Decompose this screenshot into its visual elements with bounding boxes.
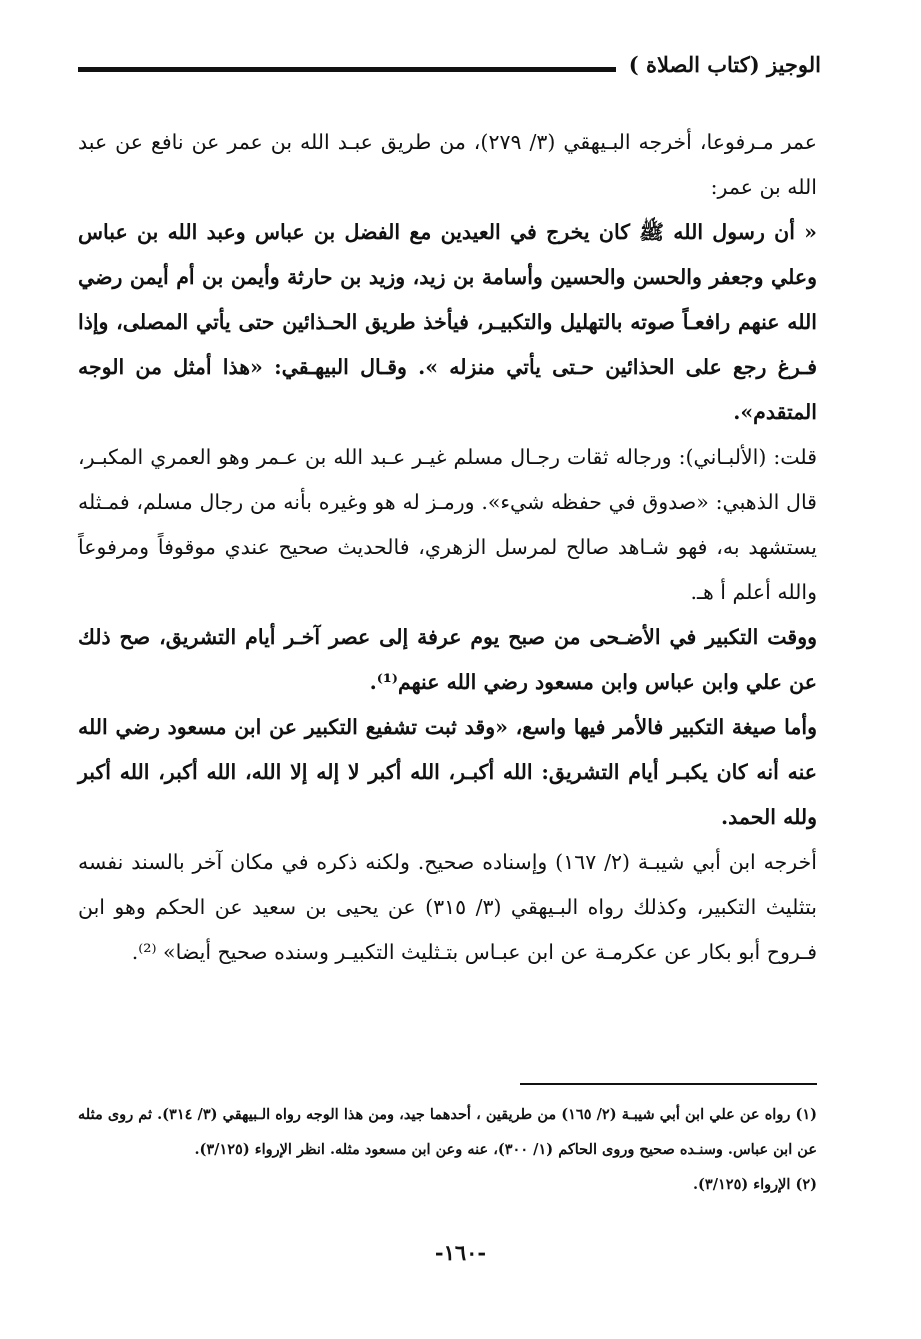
footnote: (٢) الإرواء (٣/١٢٥). <box>692 1176 817 1193</box>
header-rule <box>78 67 616 72</box>
main-text <box>78 120 817 975</box>
footnotes <box>78 1097 817 1202</box>
paragraph: وأما صيغة التكبير فالأمر فيها واسع، «وقد ثبت تشفيع التكبير عن ابن مسعود رضي الله عنه أنه كان يكبـر أيام التشريق: الله أكبـر، الله أكبر لا إله إلا الله، الله أكبر، الله أكبر ولله الحمد. <box>78 715 817 829</box>
paragraph: ووقت التكبير في الأضـحى من صبح يوم عرفة إلى عصر آخـر أيام التشريق، صح ذلك عن علي وابن عباس وابن مسعود رضي الله عنهم⁽¹⁾. <box>78 625 817 694</box>
running-title: الوجيز (كتاب الصلاة ) <box>628 52 821 77</box>
page-number: -١٦٠- <box>434 1240 487 1265</box>
paragraph: أخرجه ابن أبي شيبـة (٢/ ١٦٧) وإسناده صحيح. ولكنه ذكره في مكان آخر بالسند نفسه بتثليث التكبير، وكذلك رواه البـيهقي (٣/ ٣١٥) عن يحيى بن سعيد عن الحكم وهو ابن فـروح أبو بكار عن عكرمـة عن ابن عبـاس بتـثليث التكبيـر وسنده صحيح أيضا» ⁽²⁾. <box>78 850 817 964</box>
paragraph: « أن رسول الله ﷺ كان يخرج في العيدين مع الفضل بن عباس وعبد الله بن عباس وعلي وجعفر والحسن والحسين وأسامة بن زيد، وزيد بن حارثة وأيمن بن أم أيمن رضي الله عنهم رافعـاً صوته بالتهليل والتكبيـر، فيأخذ طريق الحـذائين حتى يأتي المصلى، وإذا فـرغ رجع على الحذائين حـتى يأتي منزله ». وقـال البيهـقي: «هذا أمثل من الوجه المتقدم». <box>78 220 817 424</box>
page-header <box>78 52 821 86</box>
paragraph: قلت: (الألبـاني): ورجاله ثقات رجـال مسلم غيـر عـبد الله بن عـمر وهو العمري المكبـر، قال الذهبي: «صدوق في حفظه شيء». ورمـز له هو وغيره بأنه من رجال مسلم، فمـثله يستشهد به، فهو شـاهد صالح لمرسل الزهري، فالحديث صحيح عندي موقوفاً ومرفوعاً والله أعلم أ هـ. <box>78 445 817 604</box>
footnote: (١) رواه عن علي ابن أبي شيبـة (٢/ ١٦٥) من طريقين ، أحدهما جيد، ومن هذا الوجه رواه الـبيهقي (٣/ ٣١٤). ثم روى مثله عن ابن عباس. وسنـده صحيح وروى الحاكم (١/ ٣٠٠)، عنه وعن ابن مسعود مثله. انظر الإرواء (٣/١٢٥). <box>78 1106 817 1158</box>
footnote-separator <box>520 1083 817 1085</box>
paragraph: عمر مـرفوعا، أخرجه البـيهقي (٣/ ٢٧٩)، من طريق عبـد الله بن عمر عن نافع عن عبد الله بن عمر: <box>78 130 817 199</box>
